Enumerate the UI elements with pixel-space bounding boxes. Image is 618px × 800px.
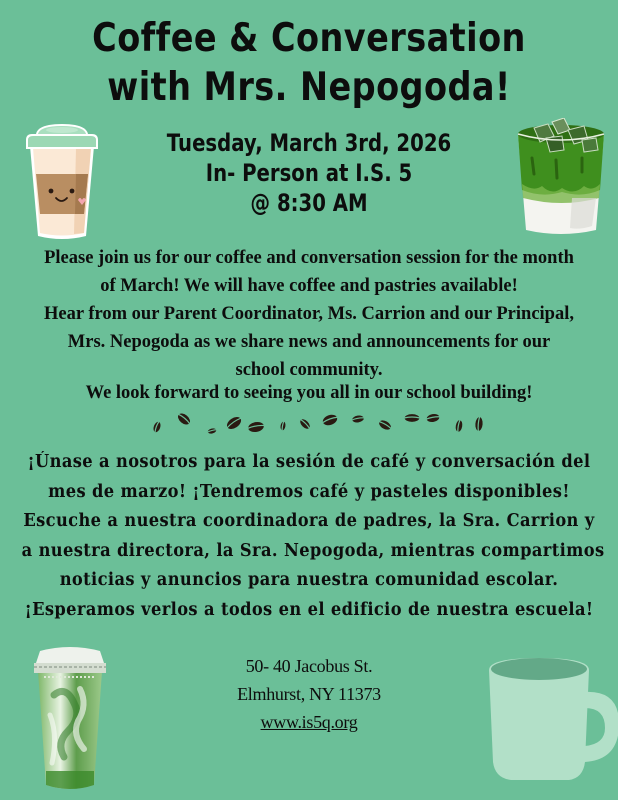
spanish-line: a nuestra directora, la Sra. Nepogoda, mientras compartimos: [21, 540, 605, 561]
address-city: Elmhurst, NY 11373: [237, 684, 381, 704]
website-link[interactable]: www.is5q.org: [260, 712, 358, 732]
english-line: of March! We will have coffee and pastries available!: [100, 276, 518, 296]
event-time: @ 8:30 AM: [250, 189, 368, 217]
spanish-line: mes de marzo! ¡Tendremos café y pasteles disponibles!: [48, 481, 570, 502]
english-line: school community.: [235, 360, 383, 380]
flyer-title: [43, 14, 574, 112]
spanish-line: ¡Únase a nosotros para la sesión de café y conversación del: [27, 452, 591, 472]
english-line: Hear from our Parent Coordinator, Ms. Carrion and our Principal,: [44, 304, 574, 324]
coffee-beans-icon: [0, 405, 618, 445]
title-line-1: Coffee & Conversation: [92, 16, 526, 61]
mug-icon: [485, 650, 618, 790]
english-description: [0, 244, 618, 404]
english-line: Please join us for our coffee and conversation session for the month: [44, 248, 574, 268]
english-line: We look forward to seeing you all in our school building!: [85, 383, 533, 403]
title-line-2: with Mrs. Nepogoda!: [107, 65, 511, 110]
spanish-line: Escuche a nuestra coordinadora de padres, la Sra. Carrion y: [23, 511, 595, 531]
event-location: In- Person at I.S. 5: [205, 159, 413, 187]
event-details: [56, 128, 563, 218]
event-date: Tuesday, March 3rd, 2026: [166, 129, 452, 157]
spanish-line: noticias y anuncios para nuestra comunidad escolar.: [59, 570, 559, 590]
spanish-description: [21, 448, 605, 625]
address-street: 50- 40 Jacobus St.: [245, 656, 373, 676]
english-line: Mrs. Nepogoda as we share news and announcements for our: [67, 332, 551, 352]
spanish-line: ¡Esperamos verlos a todos en el edificio de nuestra escuela!: [24, 599, 594, 620]
